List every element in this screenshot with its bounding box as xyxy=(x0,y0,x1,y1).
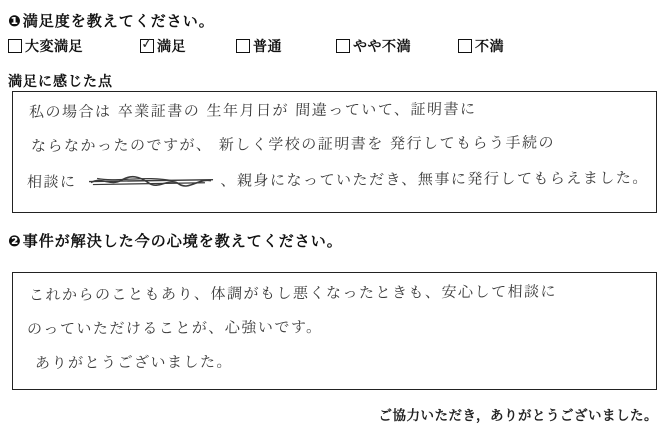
option-label: 不満 xyxy=(475,38,504,54)
option-label: やや不満 xyxy=(353,38,411,54)
handwritten-line: ありがとうございました。 xyxy=(34,352,234,373)
scribbled-out-text xyxy=(86,171,214,190)
checkbox-fuman[interactable] xyxy=(458,39,472,53)
handwritten-text: 、親身になっていただき、無事に発行してもらえました。 xyxy=(220,168,650,190)
option-yaya-fuman[interactable] xyxy=(336,36,411,56)
checkbox-daihen-manzoku[interactable] xyxy=(8,39,22,53)
question2-title-text: 事件が解決した今の心境を教えてください。 xyxy=(22,233,343,250)
checkbox-yaya-fuman[interactable] xyxy=(336,39,350,53)
question2-number-icon: ❷ xyxy=(8,233,22,250)
handwritten-line: これからのこともあり、体調がもし悪くなったときも、安心して相談に xyxy=(28,282,558,305)
option-label: 満足 xyxy=(157,38,186,54)
option-fuman[interactable] xyxy=(458,36,504,56)
handwritten-line: のっていただけることが、心強いです。 xyxy=(26,317,323,339)
option-label: 大変満足 xyxy=(25,38,83,54)
option-manzoku[interactable] xyxy=(140,36,186,56)
handwritten-line xyxy=(27,168,649,193)
answer-box-current-feelings xyxy=(12,272,657,390)
answer-box-satisfied-points xyxy=(12,91,657,213)
handwritten-line: ならなかったのですが、 新しく学校の証明書を 発行してもらう手続の xyxy=(30,133,556,156)
option-label: 普通 xyxy=(253,38,282,54)
satisfaction-options-row xyxy=(0,36,668,56)
satisfied-points-label: 満足に感じた点 xyxy=(8,73,113,89)
handwritten-text: 相談に xyxy=(26,172,77,192)
handwritten-line: 私の場合は 卒業証書の 生年月日が 間違っていて、証明書に xyxy=(28,99,477,122)
question1-title xyxy=(8,10,215,31)
check-mark-icon: ✓ xyxy=(140,34,155,52)
option-futsuu[interactable] xyxy=(236,36,282,56)
question2-title xyxy=(8,230,343,251)
question1-number-icon: ❶ xyxy=(8,13,22,30)
checkbox-futsuu[interactable] xyxy=(236,39,250,53)
checkbox-manzoku-checked[interactable] xyxy=(140,34,155,53)
footer-thanks-text: ご協力いただき，ありがとうございました。 xyxy=(378,408,658,423)
question1-title-text: 満足度を教えてください。 xyxy=(22,13,215,30)
option-daihen-manzoku[interactable] xyxy=(8,36,83,56)
